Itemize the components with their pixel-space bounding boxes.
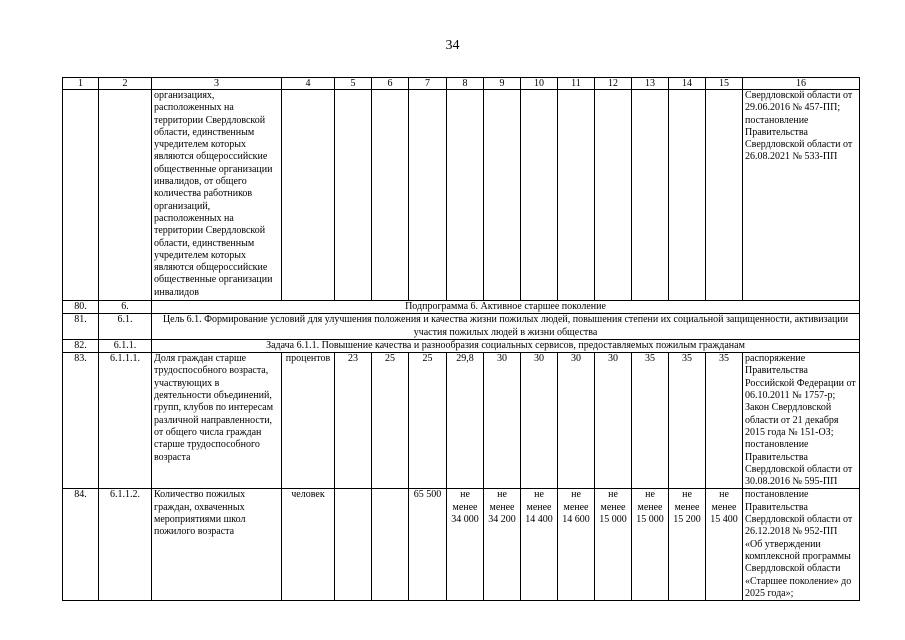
col-header: 3 [152,78,282,90]
row-number: 84. [63,489,99,601]
value-cell: не менее 34 000 [447,489,484,601]
value-cell: не менее 14 400 [521,489,558,601]
col-header: 1 [63,78,99,90]
value-cell: не менее 15 200 [669,489,706,601]
source-document: распоряжение Правительства Российской Федерации от 06.10.2011 № 1757-р; Закон Свердловской области от 21 декабря 2015 года № 151-ОЗ; постановление Правительства Свердловской области от 30.08.2016 № 595-ПП [743,353,860,489]
table-row-continued [63,90,860,301]
indicator-name: организациях, расположенных на территории Свердловской области, единственным учредителем которых являются общероссийские общественные организации инвалидов, от общего количества работников организаций, расположенных на территории Свердловской области, единственным учредителем которых являются общероссийские общественные организации инвалидов [152,90,282,301]
indicators-table [62,77,860,601]
col-header: 7 [409,78,447,90]
table-row-80 [63,301,860,314]
value-cell: не менее 15 400 [706,489,743,601]
value-cell: не менее 34 200 [484,489,521,601]
table-row-81 [63,314,860,340]
value-cell: не менее 15 000 [595,489,632,601]
value-cell: 35 [706,353,743,489]
value-cell: 25 [372,353,409,489]
row-code: 6.1.1.1. [99,353,152,489]
row-code: 6.1.1.2. [99,489,152,601]
row-code: 6. [99,301,152,314]
value-cell: 65 500 [409,489,447,601]
value-cell: 35 [632,353,669,489]
page-number: 34 [445,38,460,53]
row-code: 6.1.1. [99,339,152,352]
col-header: 10 [521,78,558,90]
table-row-84 [63,489,860,601]
col-header: 5 [335,78,372,90]
col-header: 13 [632,78,669,90]
col-header: 16 [743,78,860,90]
table-row-82 [63,339,860,352]
col-header: 12 [595,78,632,90]
value-cell: 30 [521,353,558,489]
col-header: 2 [99,78,152,90]
goal-title: Цель 6.1. Формирование условий для улучшения положения и качества жизни пожилых людей, повышения степени их социальной защищенности, активизации участия пожилых людей в жизни общества [152,314,860,340]
source-document: Свердловской области от 29.06.2016 № 457-ПП; постановление Правительства Свердловской области от 26.08.2021 № 533-ПП [743,90,860,301]
table-row-83 [63,353,860,489]
value-cell [372,489,409,601]
col-header: 14 [669,78,706,90]
col-header: 6 [372,78,409,90]
value-cell [335,489,372,601]
col-header: 11 [558,78,595,90]
col-header: 15 [706,78,743,90]
value-cell: 25 [409,353,447,489]
subprogram-title: Подпрограмма 6. Активное старшее поколение [152,301,860,314]
task-title: Задача 6.1.1. Повышение качества и разнообразия социальных сервисов, предоставляемых пожилым гражданам [152,339,860,352]
row-code: 6.1. [99,314,152,340]
row-number: 83. [63,353,99,489]
unit: человек [282,489,335,601]
header-row [63,78,860,90]
value-cell: не менее 15 000 [632,489,669,601]
indicator-name: Количество пожилых граждан, охваченных мероприятиями школ пожилого возраста [152,489,282,601]
row-number: 82. [63,339,99,352]
col-header: 9 [484,78,521,90]
col-header: 4 [282,78,335,90]
value-cell: 23 [335,353,372,489]
row-number: 81. [63,314,99,340]
unit: процентов [282,353,335,489]
value-cell: 35 [669,353,706,489]
value-cell: 30 [595,353,632,489]
indicator-name: Доля граждан старше трудоспособного возраста, участвующих в деятельности объединений, групп, клубов по интересам различной направленности, от общего числа граждан старше трудоспособного возраста [152,353,282,489]
source-document: постановление Правительства Свердловской области от 26.12.2018 № 952-ПП «Об утверждении комплексной программы Свердловской области «Старшее поколение» до 2025 года»; [743,489,860,601]
row-number: 80. [63,301,99,314]
value-cell: 30 [484,353,521,489]
value-cell: не менее 14 600 [558,489,595,601]
value-cell: 29,8 [447,353,484,489]
value-cell: 30 [558,353,595,489]
col-header: 8 [447,78,484,90]
